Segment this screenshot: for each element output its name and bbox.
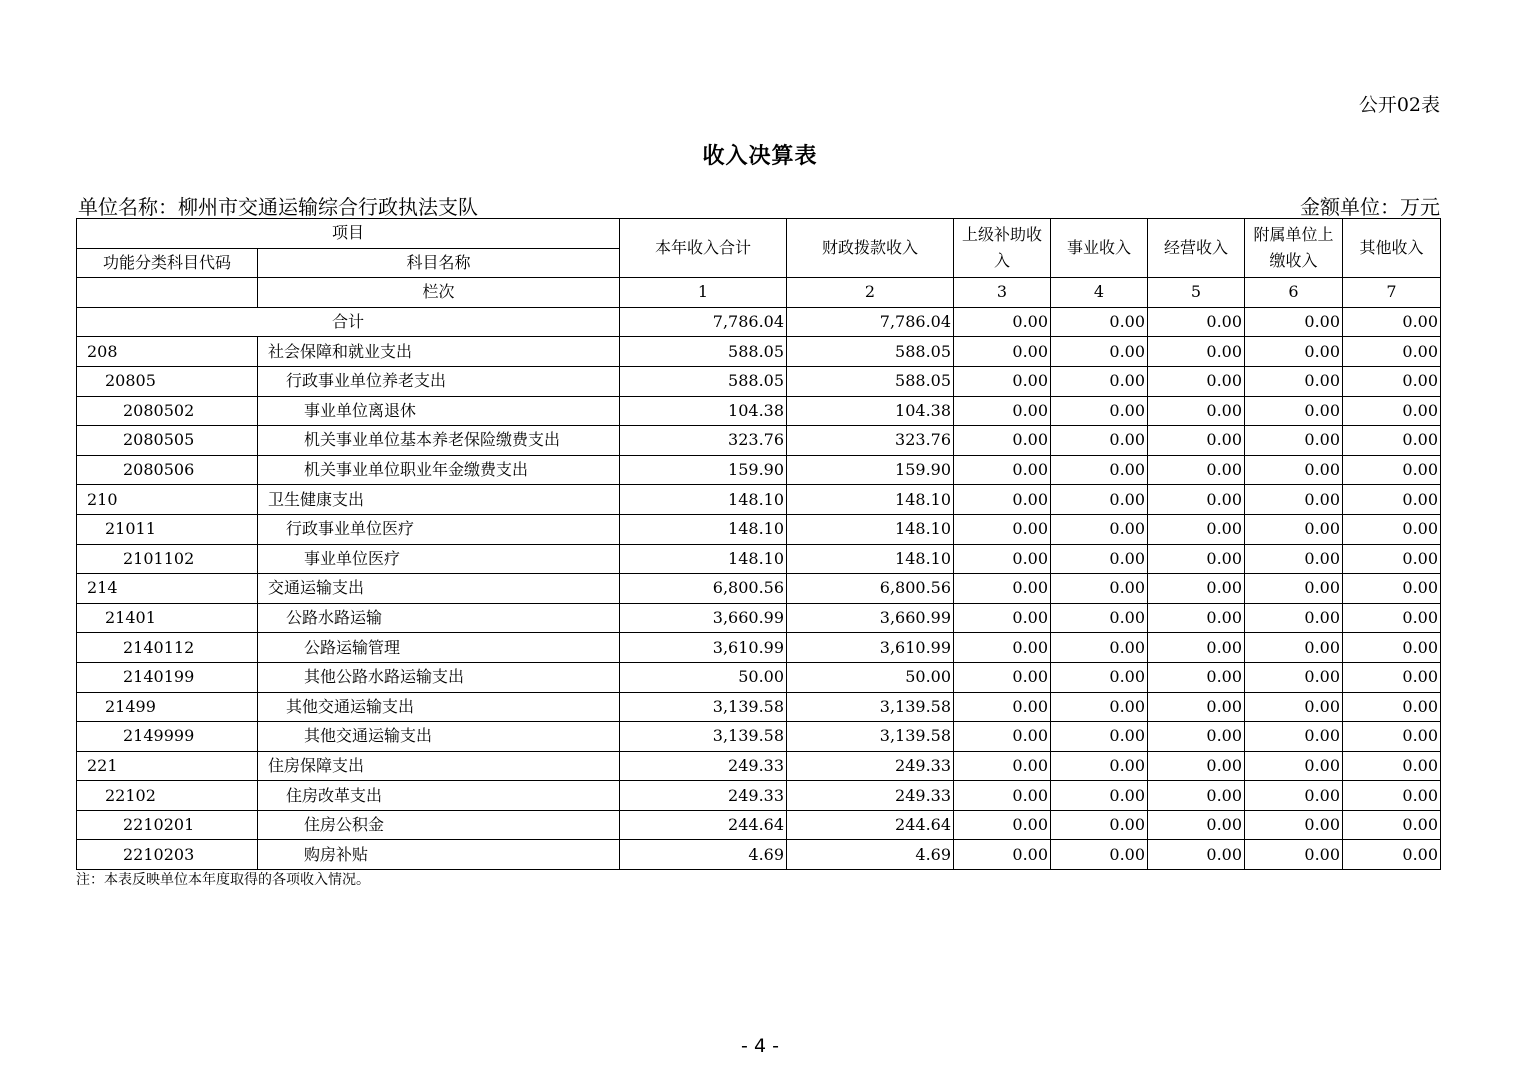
column-index-row	[77, 278, 1441, 308]
amount-cell: 0.00	[1343, 722, 1441, 752]
amount-cell: 0.00	[1051, 722, 1148, 752]
amount-cell: 0.00	[1148, 514, 1245, 544]
amount-cell: 0.00	[1245, 840, 1343, 870]
amount-cell: 0.00	[1245, 514, 1343, 544]
amount-cell: 104.38	[620, 396, 787, 426]
column-index: 1	[620, 278, 787, 308]
subject-code: 2080506	[77, 455, 258, 485]
amount-unit: 金额单位：万元	[1300, 195, 1440, 219]
table-row	[77, 514, 1441, 544]
column-index: 5	[1148, 278, 1245, 308]
amount-cell: 0.00	[1245, 781, 1343, 811]
subject-name: 社会保障和就业支出	[258, 337, 620, 367]
amount-cell: 0.00	[1245, 692, 1343, 722]
table-row	[77, 781, 1441, 811]
amount-cell: 0.00	[1343, 366, 1441, 396]
table-row	[77, 722, 1441, 752]
amount-cell: 0.00	[1245, 455, 1343, 485]
amount-cell: 0.00	[1051, 544, 1148, 574]
subject-code: 22102	[77, 781, 258, 811]
column-index: 4	[1051, 278, 1148, 308]
amount-cell: 0.00	[1343, 574, 1441, 604]
amount-cell: 0.00	[1343, 840, 1441, 870]
amount-cell: 148.10	[620, 514, 787, 544]
amount-cell: 588.05	[620, 337, 787, 367]
amount-cell: 323.76	[620, 426, 787, 456]
header-business: 事业收入	[1051, 219, 1148, 278]
amount-cell: 0.00	[1148, 633, 1245, 663]
amount-cell: 249.33	[787, 751, 954, 781]
amount-cell: 0.00	[954, 337, 1051, 367]
column-index-label: 栏次	[258, 278, 620, 308]
amount-cell: 3,610.99	[787, 633, 954, 663]
amount-cell: 588.05	[787, 337, 954, 367]
amount-cell: 0.00	[1343, 603, 1441, 633]
table-row	[77, 337, 1441, 367]
amount-cell: 0.00	[1148, 574, 1245, 604]
subject-name: 住房公积金	[258, 810, 620, 840]
amount-cell: 4.69	[787, 840, 954, 870]
amount-cell: 0.00	[1245, 751, 1343, 781]
amount-cell: 0.00	[1343, 751, 1441, 781]
amount-cell: 0.00	[1148, 840, 1245, 870]
header-item: 项目	[77, 219, 620, 249]
amount-cell: 244.64	[787, 810, 954, 840]
total-value: 0.00	[1051, 307, 1148, 337]
subject-name: 其他交通运输支出	[258, 722, 620, 752]
subject-name: 机关事业单位基本养老保险缴费支出	[258, 426, 620, 456]
amount-cell: 0.00	[1148, 662, 1245, 692]
amount-cell: 323.76	[787, 426, 954, 456]
amount-cell: 0.00	[954, 810, 1051, 840]
amount-cell: 0.00	[954, 722, 1051, 752]
total-value: 0.00	[1245, 307, 1343, 337]
subject-code: 2080502	[77, 396, 258, 426]
table-row	[77, 426, 1441, 456]
amount-cell: 0.00	[1148, 337, 1245, 367]
table-row	[77, 662, 1441, 692]
table-note: 注：本表反映单位本年度取得的各项收入情况。	[76, 872, 370, 888]
unit-name: 单位名称：柳州市交通运输综合行政执法支队	[78, 195, 478, 219]
amount-cell: 0.00	[1343, 810, 1441, 840]
amount-cell: 0.00	[954, 692, 1051, 722]
total-value: 0.00	[954, 307, 1051, 337]
table-row	[77, 633, 1441, 663]
amount-cell: 50.00	[620, 662, 787, 692]
amount-cell: 0.00	[1343, 455, 1441, 485]
header-operating: 经营收入	[1148, 219, 1245, 278]
amount-cell: 0.00	[1245, 485, 1343, 515]
amount-cell: 0.00	[1051, 633, 1148, 663]
subject-code: 21401	[77, 603, 258, 633]
amount-cell: 0.00	[1343, 633, 1441, 663]
subject-code: 2210201	[77, 810, 258, 840]
amount-cell: 0.00	[954, 751, 1051, 781]
subject-code: 20805	[77, 366, 258, 396]
subject-code: 21011	[77, 514, 258, 544]
amount-cell: 0.00	[1148, 544, 1245, 574]
subject-name: 公路运输管理	[258, 633, 620, 663]
amount-cell: 0.00	[1343, 426, 1441, 456]
form-number: 公开02表	[1358, 94, 1440, 116]
header-other: 其他收入	[1343, 219, 1441, 278]
amount-cell: 0.00	[1245, 337, 1343, 367]
column-index: 3	[954, 278, 1051, 308]
amount-cell: 249.33	[620, 751, 787, 781]
amount-cell: 0.00	[1245, 603, 1343, 633]
amount-cell: 0.00	[1343, 337, 1441, 367]
total-value: 7,786.04	[787, 307, 954, 337]
subject-code: 2101102	[77, 544, 258, 574]
subject-name: 其他交通运输支出	[258, 692, 620, 722]
amount-cell: 0.00	[1343, 781, 1441, 811]
amount-cell: 0.00	[1051, 840, 1148, 870]
page-title: 收入决算表	[702, 143, 818, 169]
subject-code: 2210203	[77, 840, 258, 870]
table-row	[77, 396, 1441, 426]
amount-cell: 0.00	[1245, 810, 1343, 840]
header-code: 功能分类科目代码	[77, 248, 258, 278]
amount-cell: 249.33	[620, 781, 787, 811]
amount-cell: 0.00	[1343, 396, 1441, 426]
table-row	[77, 751, 1441, 781]
amount-cell: 0.00	[1343, 514, 1441, 544]
amount-cell: 0.00	[1051, 781, 1148, 811]
amount-cell: 50.00	[787, 662, 954, 692]
amount-cell: 3,139.58	[620, 692, 787, 722]
amount-cell: 0.00	[1051, 574, 1148, 604]
header-affiliated: 附属单位上缴收入	[1245, 219, 1343, 278]
subject-code: 221	[77, 751, 258, 781]
amount-cell: 148.10	[787, 544, 954, 574]
amount-cell: 159.90	[620, 455, 787, 485]
amount-cell: 0.00	[1148, 751, 1245, 781]
amount-cell: 0.00	[1051, 455, 1148, 485]
amount-cell: 0.00	[1051, 692, 1148, 722]
subject-code: 2080505	[77, 426, 258, 456]
amount-cell: 3,610.99	[620, 633, 787, 663]
amount-cell: 6,800.56	[620, 574, 787, 604]
subject-name: 住房保障支出	[258, 751, 620, 781]
amount-cell: 0.00	[1245, 544, 1343, 574]
amount-cell: 0.00	[954, 396, 1051, 426]
total-row	[77, 307, 1441, 337]
amount-cell: 0.00	[954, 574, 1051, 604]
amount-cell: 0.00	[954, 781, 1051, 811]
header-superior-subsidy: 上级补助收入	[954, 219, 1051, 278]
amount-cell: 0.00	[1148, 603, 1245, 633]
subject-name: 行政事业单位医疗	[258, 514, 620, 544]
amount-cell: 0.00	[954, 603, 1051, 633]
amount-cell: 0.00	[1245, 662, 1343, 692]
amount-cell: 148.10	[787, 485, 954, 515]
subject-name: 交通运输支出	[258, 574, 620, 604]
amount-cell: 0.00	[954, 662, 1051, 692]
header-row-1	[77, 219, 1441, 249]
total-value: 0.00	[1148, 307, 1245, 337]
amount-cell: 0.00	[1245, 574, 1343, 604]
amount-cell: 0.00	[1051, 366, 1148, 396]
amount-cell: 0.00	[1148, 396, 1245, 426]
amount-cell: 0.00	[1051, 426, 1148, 456]
amount-cell: 0.00	[954, 633, 1051, 663]
amount-cell: 148.10	[787, 514, 954, 544]
table-row	[77, 455, 1441, 485]
amount-cell: 0.00	[1245, 722, 1343, 752]
header-name: 科目名称	[258, 248, 620, 278]
amount-cell: 0.00	[1051, 662, 1148, 692]
subject-name: 住房改革支出	[258, 781, 620, 811]
amount-cell: 0.00	[954, 426, 1051, 456]
amount-cell: 0.00	[1343, 662, 1441, 692]
amount-cell: 3,139.58	[620, 722, 787, 752]
amount-cell: 3,660.99	[787, 603, 954, 633]
amount-cell: 0.00	[1051, 337, 1148, 367]
amount-cell: 588.05	[620, 366, 787, 396]
subject-code: 208	[77, 337, 258, 367]
total-label: 合计	[77, 307, 620, 337]
header-total-income: 本年收入合计	[620, 219, 787, 278]
table-row	[77, 810, 1441, 840]
amount-cell: 244.64	[620, 810, 787, 840]
subject-code: 2149999	[77, 722, 258, 752]
subject-name: 事业单位医疗	[258, 544, 620, 574]
amount-cell: 3,660.99	[620, 603, 787, 633]
amount-cell: 0.00	[954, 840, 1051, 870]
amount-cell: 0.00	[1148, 781, 1245, 811]
amount-cell: 159.90	[787, 455, 954, 485]
amount-cell: 0.00	[1148, 366, 1245, 396]
amount-cell: 0.00	[954, 366, 1051, 396]
amount-cell: 0.00	[1051, 485, 1148, 515]
amount-cell: 148.10	[620, 485, 787, 515]
income-statement-table	[76, 218, 1441, 870]
total-value: 0.00	[1343, 307, 1441, 337]
total-value: 7,786.04	[620, 307, 787, 337]
column-index: 2	[787, 278, 954, 308]
subject-code: 21499	[77, 692, 258, 722]
amount-cell: 104.38	[787, 396, 954, 426]
header-fiscal: 财政拨款收入	[787, 219, 954, 278]
amount-cell: 0.00	[1148, 426, 1245, 456]
column-index: 7	[1343, 278, 1441, 308]
amount-cell: 0.00	[1051, 514, 1148, 544]
page-number: - 4 -	[741, 1035, 779, 1057]
table-row	[77, 366, 1441, 396]
amount-cell: 0.00	[954, 485, 1051, 515]
subject-name: 其他公路水路运输支出	[258, 662, 620, 692]
amount-cell: 3,139.58	[787, 722, 954, 752]
subject-code: 214	[77, 574, 258, 604]
table-row	[77, 603, 1441, 633]
amount-cell: 0.00	[1051, 396, 1148, 426]
table-row	[77, 485, 1441, 515]
subject-name: 购房补贴	[258, 840, 620, 870]
column-index: 6	[1245, 278, 1343, 308]
amount-cell: 0.00	[1148, 810, 1245, 840]
amount-cell: 0.00	[1343, 544, 1441, 574]
amount-cell: 0.00	[954, 514, 1051, 544]
amount-cell: 0.00	[1148, 455, 1245, 485]
table-row	[77, 692, 1441, 722]
subject-name: 卫生健康支出	[258, 485, 620, 515]
amount-cell: 6,800.56	[787, 574, 954, 604]
amount-cell: 0.00	[1148, 692, 1245, 722]
amount-cell: 0.00	[1343, 692, 1441, 722]
amount-cell: 0.00	[1051, 603, 1148, 633]
amount-cell: 0.00	[1148, 485, 1245, 515]
subject-code: 2140199	[77, 662, 258, 692]
column-index-empty	[77, 278, 258, 308]
amount-cell: 0.00	[1148, 722, 1245, 752]
amount-cell: 0.00	[1245, 396, 1343, 426]
subject-name: 事业单位离退休	[258, 396, 620, 426]
amount-cell: 0.00	[1245, 426, 1343, 456]
subject-code: 210	[77, 485, 258, 515]
amount-cell: 4.69	[620, 840, 787, 870]
amount-cell: 0.00	[1343, 485, 1441, 515]
amount-cell: 0.00	[1051, 751, 1148, 781]
subject-code: 2140112	[77, 633, 258, 663]
amount-cell: 588.05	[787, 366, 954, 396]
amount-cell: 148.10	[620, 544, 787, 574]
subject-name: 公路水路运输	[258, 603, 620, 633]
table-row	[77, 840, 1441, 870]
amount-cell: 249.33	[787, 781, 954, 811]
amount-cell: 0.00	[954, 455, 1051, 485]
amount-cell: 0.00	[954, 544, 1051, 574]
amount-cell: 0.00	[1245, 633, 1343, 663]
amount-cell: 0.00	[1245, 366, 1343, 396]
amount-cell: 3,139.58	[787, 692, 954, 722]
amount-cell: 0.00	[1051, 810, 1148, 840]
table-row	[77, 574, 1441, 604]
table-row	[77, 544, 1441, 574]
subject-name: 行政事业单位养老支出	[258, 366, 620, 396]
subject-name: 机关事业单位职业年金缴费支出	[258, 455, 620, 485]
